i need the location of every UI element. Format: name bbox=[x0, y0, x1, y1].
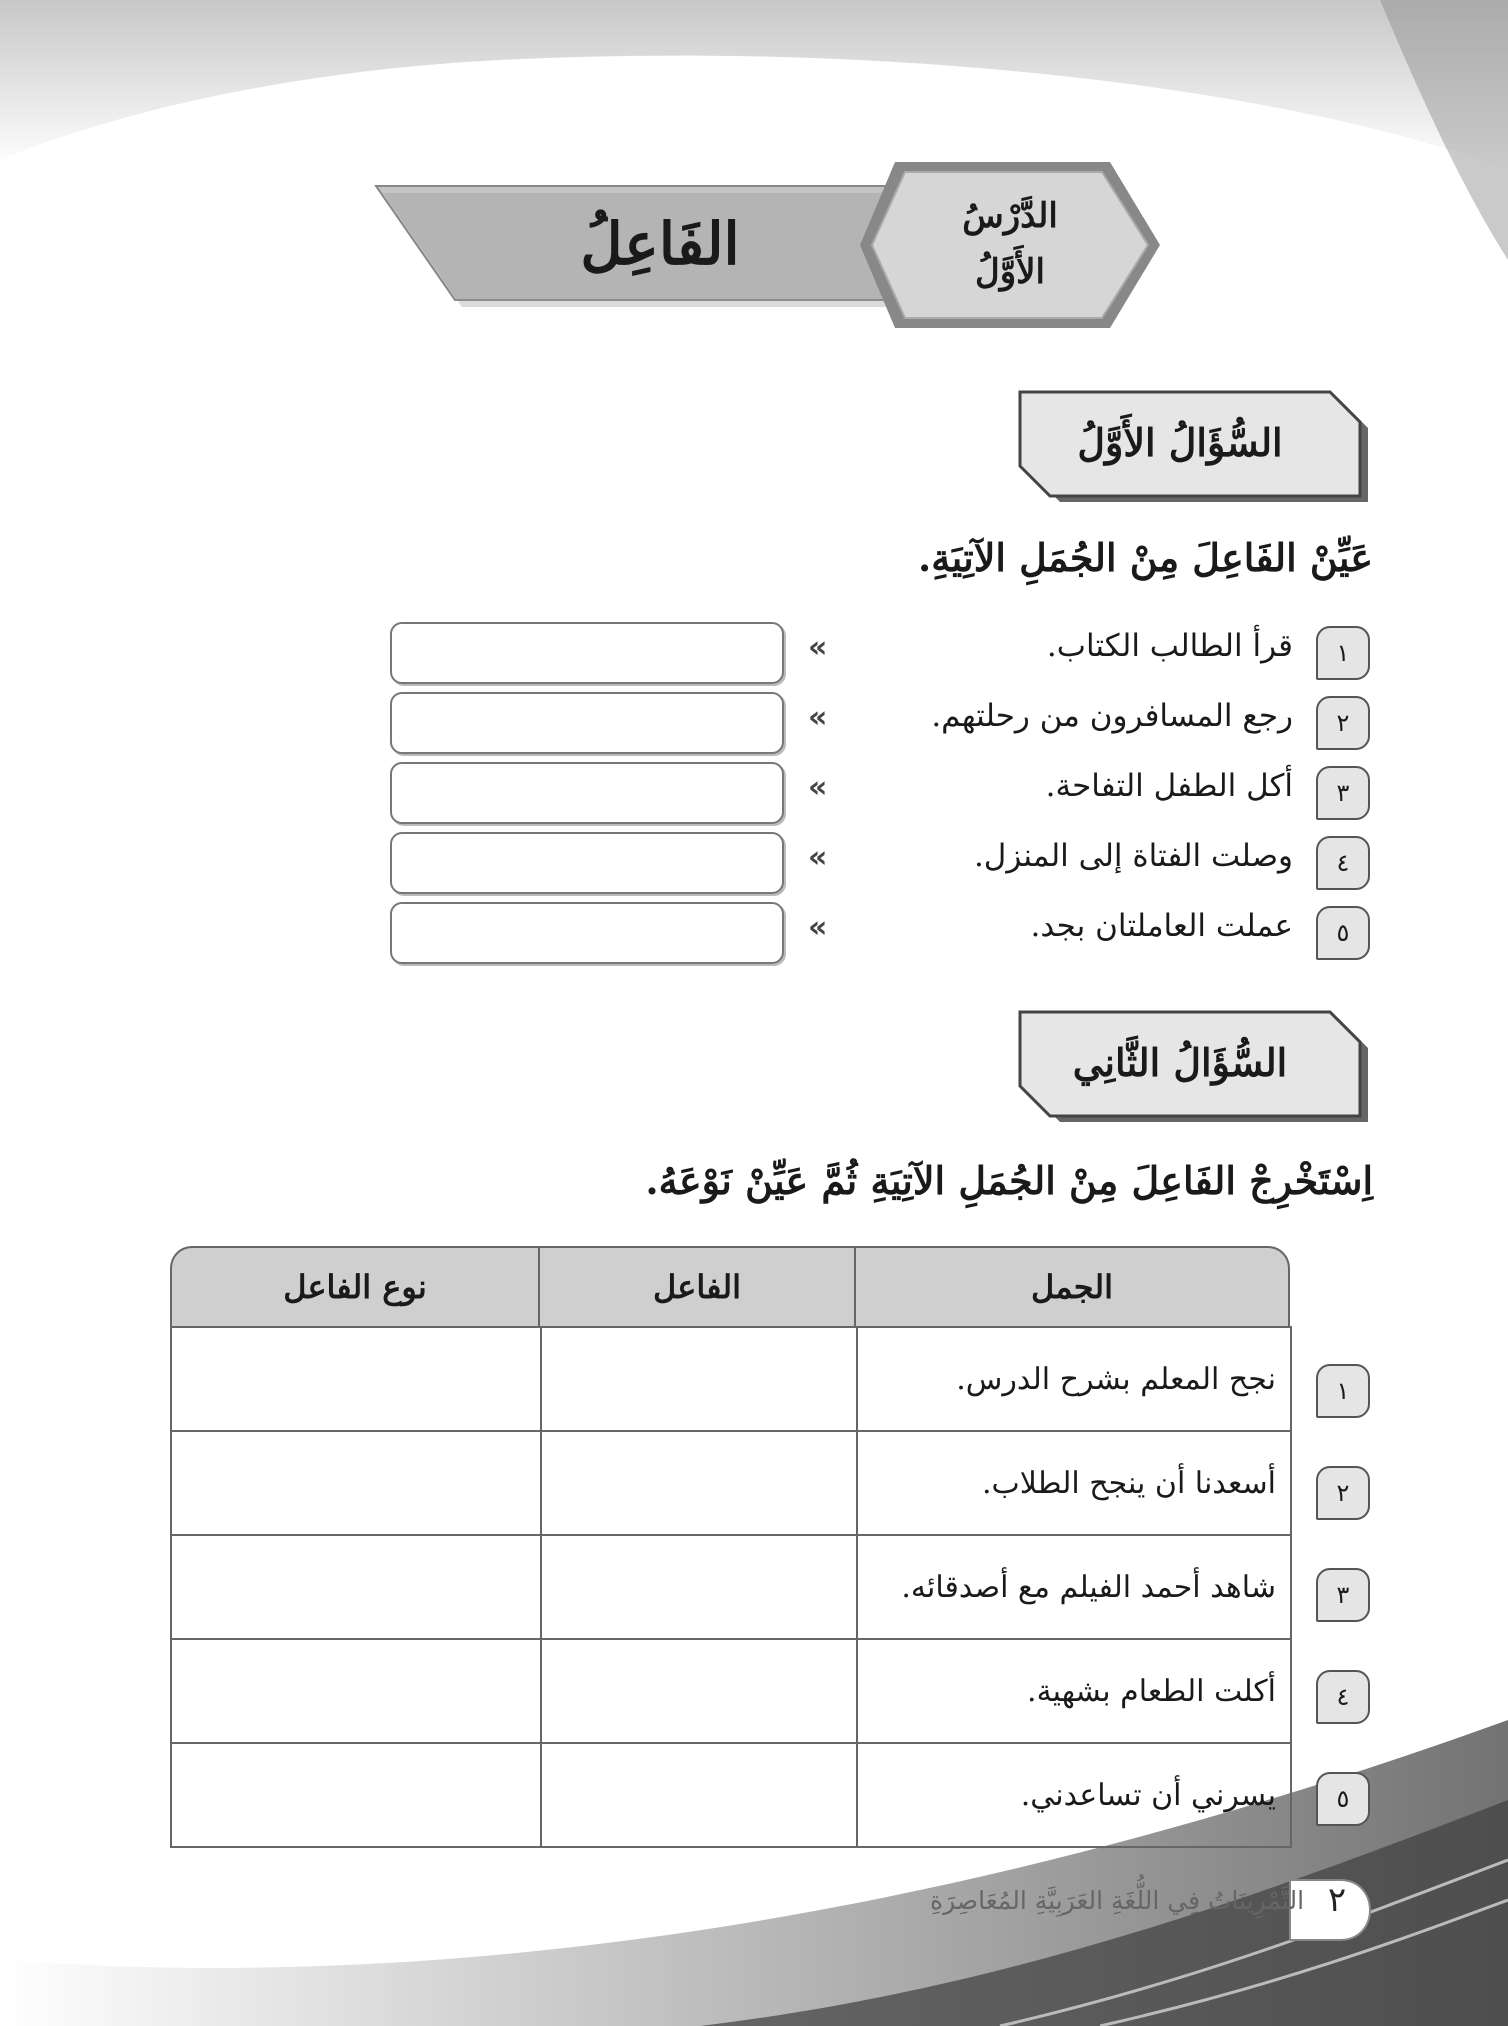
lesson-label-line1: الدَّرْسُ bbox=[962, 196, 1058, 236]
item-sentence: وصلت الفتاة إلى المنزل. bbox=[973, 838, 1293, 874]
subject-type-cell[interactable] bbox=[172, 1328, 542, 1430]
lesson-label-line2: الأَوَّلُ bbox=[975, 252, 1045, 292]
top-swoosh bbox=[0, 0, 1508, 170]
header-subject-type: نوع الفاعل bbox=[170, 1246, 540, 1326]
item-number: ٢ bbox=[1316, 696, 1370, 750]
item-number: ٥ bbox=[1316, 906, 1370, 960]
double-arrow-icon: « bbox=[808, 840, 828, 875]
table-row bbox=[172, 1430, 1290, 1534]
sentence-cell: أكلت الطعام بشهية. bbox=[1027, 1673, 1276, 1709]
double-arrow-icon: « bbox=[808, 700, 828, 735]
lesson-title: الفَاعِلُ bbox=[580, 210, 740, 278]
item-sentence: رجع المسافرون من رحلتهم. bbox=[931, 698, 1293, 734]
table-header bbox=[170, 1246, 1290, 1326]
question2-label: السُّؤَالُ الثَّانِي bbox=[1072, 1040, 1288, 1085]
item-number: ٣ bbox=[1316, 766, 1370, 820]
row-number: ١ bbox=[1316, 1364, 1370, 1418]
subject-cell[interactable] bbox=[542, 1328, 858, 1430]
row-number: ٤ bbox=[1316, 1670, 1370, 1724]
page-number: ٢ bbox=[1327, 1880, 1347, 1920]
item-sentence: قرأ الطالب الكتاب. bbox=[1046, 628, 1293, 664]
table-row bbox=[172, 1328, 1290, 1430]
row-number: ٢ bbox=[1316, 1466, 1370, 1520]
table-row bbox=[172, 1742, 1290, 1846]
sentence-cell: يسرني أن تساعدني. bbox=[1020, 1777, 1276, 1813]
double-arrow-icon: « bbox=[808, 630, 828, 665]
table-body bbox=[170, 1326, 1292, 1848]
item-number: ١ bbox=[1316, 626, 1370, 680]
sentence-cell: شاهد أحمد الفيلم مع أصدقائه. bbox=[901, 1569, 1276, 1605]
subject-type-cell[interactable] bbox=[172, 1744, 542, 1846]
header-sentences: الجمل bbox=[856, 1246, 1290, 1326]
item-sentence: عملت العاملتان بجد. bbox=[1030, 908, 1293, 944]
subject-type-cell[interactable] bbox=[172, 1432, 542, 1534]
question2-instruction: اِسْتَخْرِجْ الفَاعِلَ مِنْ الجُمَلِ الآتِيَةِ ثُمَّ عَيِّنْ نَوْعَهُ. bbox=[645, 1158, 1373, 1203]
book-title: التَّمْرِينَاتُ فِي اللُّغَةِ العَرَبِيَّةِ المُعَاصِرَةِ bbox=[930, 1886, 1305, 1915]
sentence-cell: نجح المعلم بشرح الدرس. bbox=[956, 1361, 1276, 1397]
item-sentence: أكل الطفل التفاحة. bbox=[1045, 768, 1293, 804]
answer-box[interactable] bbox=[390, 692, 784, 754]
subject-cell[interactable] bbox=[542, 1744, 858, 1846]
subject-type-cell[interactable] bbox=[172, 1640, 542, 1742]
answer-box[interactable] bbox=[390, 762, 784, 824]
subject-cell[interactable] bbox=[542, 1640, 858, 1742]
double-arrow-icon: « bbox=[808, 770, 828, 805]
answer-box[interactable] bbox=[390, 832, 784, 894]
question1-label: السُّؤَالُ الأَوَّلُ bbox=[1077, 420, 1283, 465]
answer-box[interactable] bbox=[390, 622, 784, 684]
table-row bbox=[172, 1638, 1290, 1742]
row-number: ٥ bbox=[1316, 1772, 1370, 1826]
item-number: ٤ bbox=[1316, 836, 1370, 890]
table-row bbox=[172, 1534, 1290, 1638]
question1-instruction: عَيِّنْ الفَاعِلَ مِنْ الجُمَلِ الآتِيَةِ. bbox=[918, 535, 1373, 580]
subject-cell[interactable] bbox=[542, 1432, 858, 1534]
subject-type-cell[interactable] bbox=[172, 1536, 542, 1638]
sentence-cell: أسعدنا أن ينجح الطلاب. bbox=[981, 1465, 1276, 1501]
answer-box[interactable] bbox=[390, 902, 784, 964]
subject-cell[interactable] bbox=[542, 1536, 858, 1638]
header-subject: الفاعل bbox=[540, 1246, 856, 1326]
lesson-label bbox=[925, 188, 1095, 300]
double-arrow-icon: « bbox=[808, 910, 828, 945]
row-number: ٣ bbox=[1316, 1568, 1370, 1622]
